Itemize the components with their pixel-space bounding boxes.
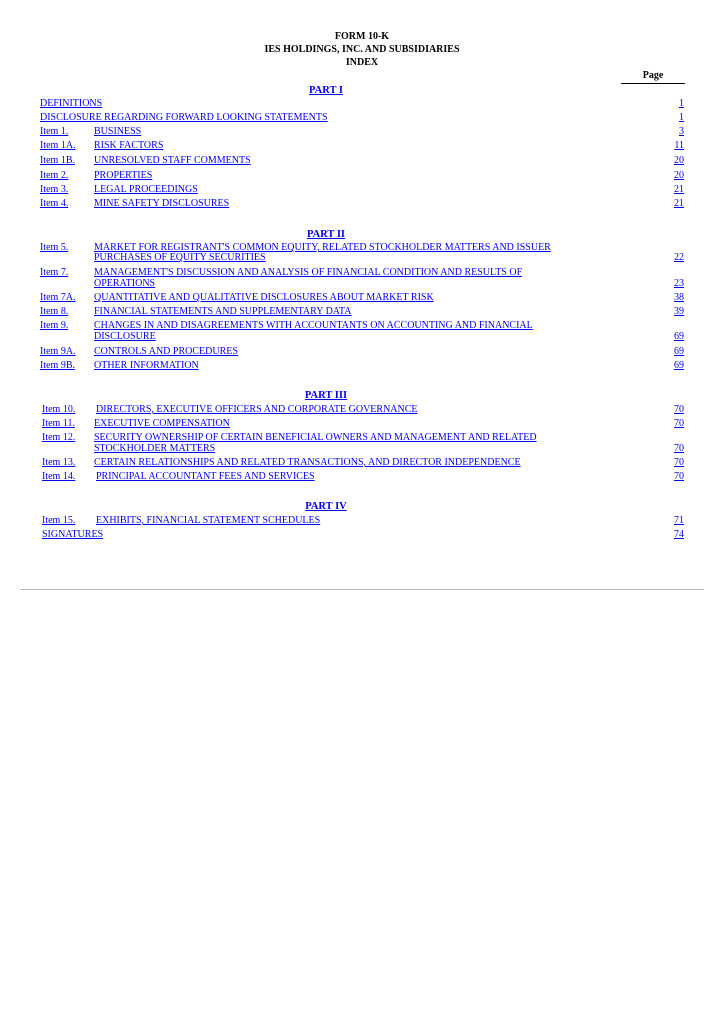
toc-page[interactable]: 11: [674, 140, 684, 151]
toc-item-number[interactable]: Item 9B.: [40, 360, 75, 371]
toc-item-number[interactable]: Item 8.: [40, 306, 69, 317]
toc-item-number[interactable]: Item 1A.: [40, 140, 76, 151]
toc-title[interactable]: SECURITY OWNERSHIP OF CERTAIN BENEFICIAL OWNERS AND MANAGEMENT AND RELATED: [94, 432, 537, 443]
toc-page[interactable]: 20: [674, 170, 684, 181]
toc-page[interactable]: 21: [674, 184, 684, 195]
toc-title[interactable]: MANAGEMENT'S DISCUSSION AND ANALYSIS OF FINANCIAL CONDITION AND RESULTS OF: [94, 267, 523, 278]
toc-page[interactable]: 69: [674, 346, 684, 357]
toc-title[interactable]: SIGNATURES: [42, 529, 104, 540]
toc-title-continued[interactable]: PURCHASES OF EQUITY SECURITIES: [94, 252, 266, 263]
toc-page[interactable]: 23: [674, 278, 684, 289]
toc-page[interactable]: 22: [674, 252, 684, 263]
toc-title-continued[interactable]: OPERATIONS: [94, 278, 156, 289]
toc-title[interactable]: PROPERTIES: [94, 170, 153, 181]
page-column-header: Page: [621, 70, 685, 84]
toc-title[interactable]: DIRECTORS, EXECUTIVE OFFICERS AND CORPORATE GOVERNANCE: [96, 404, 418, 415]
toc-title[interactable]: CHANGES IN AND DISAGREEMENTS WITH ACCOUNTANTS ON ACCOUNTING AND FINANCIAL: [94, 320, 533, 331]
toc-title[interactable]: PRINCIPAL ACCOUNTANT FEES AND SERVICES: [96, 471, 315, 482]
toc-item-number[interactable]: Item 11.: [42, 418, 75, 429]
toc-item-number[interactable]: Item 3.: [40, 184, 69, 195]
toc-title[interactable]: OTHER INFORMATION: [94, 360, 199, 371]
index-heading: INDEX: [345, 57, 379, 68]
toc-title-continued[interactable]: STOCKHOLDER MATTERS: [94, 443, 216, 454]
toc-item-number[interactable]: Item 7A.: [40, 292, 76, 303]
toc-item-number[interactable]: Item 15.: [42, 515, 76, 526]
toc-page[interactable]: 20: [674, 155, 684, 166]
part-2-heading[interactable]: PART II: [306, 229, 346, 240]
toc-page[interactable]: 70: [674, 457, 684, 468]
toc-page[interactable]: 39: [674, 306, 684, 317]
toc-page[interactable]: 38: [674, 292, 684, 303]
toc-item-number[interactable]: Item 14.: [42, 471, 76, 482]
toc-page[interactable]: 69: [674, 331, 684, 342]
toc-item-number[interactable]: Item 5.: [40, 242, 69, 253]
toc-page[interactable]: 71: [674, 515, 684, 526]
part-3-heading[interactable]: PART III: [304, 390, 348, 401]
page-divider: [20, 589, 704, 590]
toc-title[interactable]: MARKET FOR REGISTRANT'S COMMON EQUITY, RELATED STOCKHOLDER MATTERS AND ISSUER: [94, 242, 551, 253]
toc-title[interactable]: EXECUTIVE COMPENSATION: [94, 418, 230, 429]
toc-title[interactable]: UNRESOLVED STAFF COMMENTS: [94, 155, 251, 166]
toc-item-number[interactable]: Item 9A.: [40, 346, 76, 357]
toc-page[interactable]: 1: [679, 98, 684, 109]
toc-title[interactable]: RISK FACTORS: [94, 140, 164, 151]
toc-title[interactable]: BUSINESS: [94, 126, 142, 137]
toc-page[interactable]: 69: [674, 360, 684, 371]
toc-title[interactable]: CERTAIN RELATIONSHIPS AND RELATED TRANSACTIONS, AND DIRECTOR INDEPENDENCE: [94, 457, 521, 468]
toc-title[interactable]: CONTROLS AND PROCEDURES: [94, 346, 238, 357]
toc-title-continued[interactable]: DISCLOSURE: [94, 331, 156, 342]
part-4-heading[interactable]: PART IV: [305, 501, 347, 512]
toc-item-number[interactable]: Item 2.: [40, 170, 69, 181]
part-1-heading[interactable]: PART I: [309, 85, 343, 96]
toc-page[interactable]: 21: [674, 198, 684, 209]
toc-page[interactable]: 3: [679, 126, 684, 137]
toc-title[interactable]: LEGAL PROCEEDINGS: [94, 184, 198, 195]
toc-title[interactable]: MINE SAFETY DISCLOSURES: [94, 198, 230, 209]
toc-page[interactable]: 1: [679, 112, 684, 123]
toc-page[interactable]: 70: [674, 471, 684, 482]
toc-title[interactable]: EXHIBITS, FINANCIAL STATEMENT SCHEDULES: [96, 515, 321, 526]
toc-title[interactable]: DEFINITIONS: [40, 98, 103, 109]
toc-page[interactable]: 70: [674, 443, 684, 454]
toc-page[interactable]: 70: [674, 404, 684, 415]
toc-item-number[interactable]: Item 13.: [42, 457, 76, 468]
toc-item-number[interactable]: Item 9.: [40, 320, 69, 331]
toc-title[interactable]: FINANCIAL STATEMENTS AND SUPPLEMENTARY DATA: [94, 306, 352, 317]
toc-item-number[interactable]: Item 7.: [40, 267, 69, 278]
toc-item-number[interactable]: Item 1B.: [40, 155, 75, 166]
toc-item-number[interactable]: Item 10.: [42, 404, 76, 415]
toc-item-number[interactable]: Item 1.: [40, 126, 69, 137]
toc-title[interactable]: QUANTITATIVE AND QUALITATIVE DISCLOSURES ABOUT MARKET RISK: [94, 292, 434, 303]
toc-page[interactable]: 74: [674, 529, 684, 540]
company-name: IES HOLDINGS, INC. AND SUBSIDIARIES: [264, 44, 460, 55]
toc-page[interactable]: 70: [674, 418, 684, 429]
form-title: FORM 10-K: [334, 31, 390, 42]
toc-item-number[interactable]: Item 4.: [40, 198, 69, 209]
toc-item-number[interactable]: Item 12.: [42, 432, 76, 443]
toc-title[interactable]: DISCLOSURE REGARDING FORWARD LOOKING STATEMENTS: [40, 112, 328, 123]
